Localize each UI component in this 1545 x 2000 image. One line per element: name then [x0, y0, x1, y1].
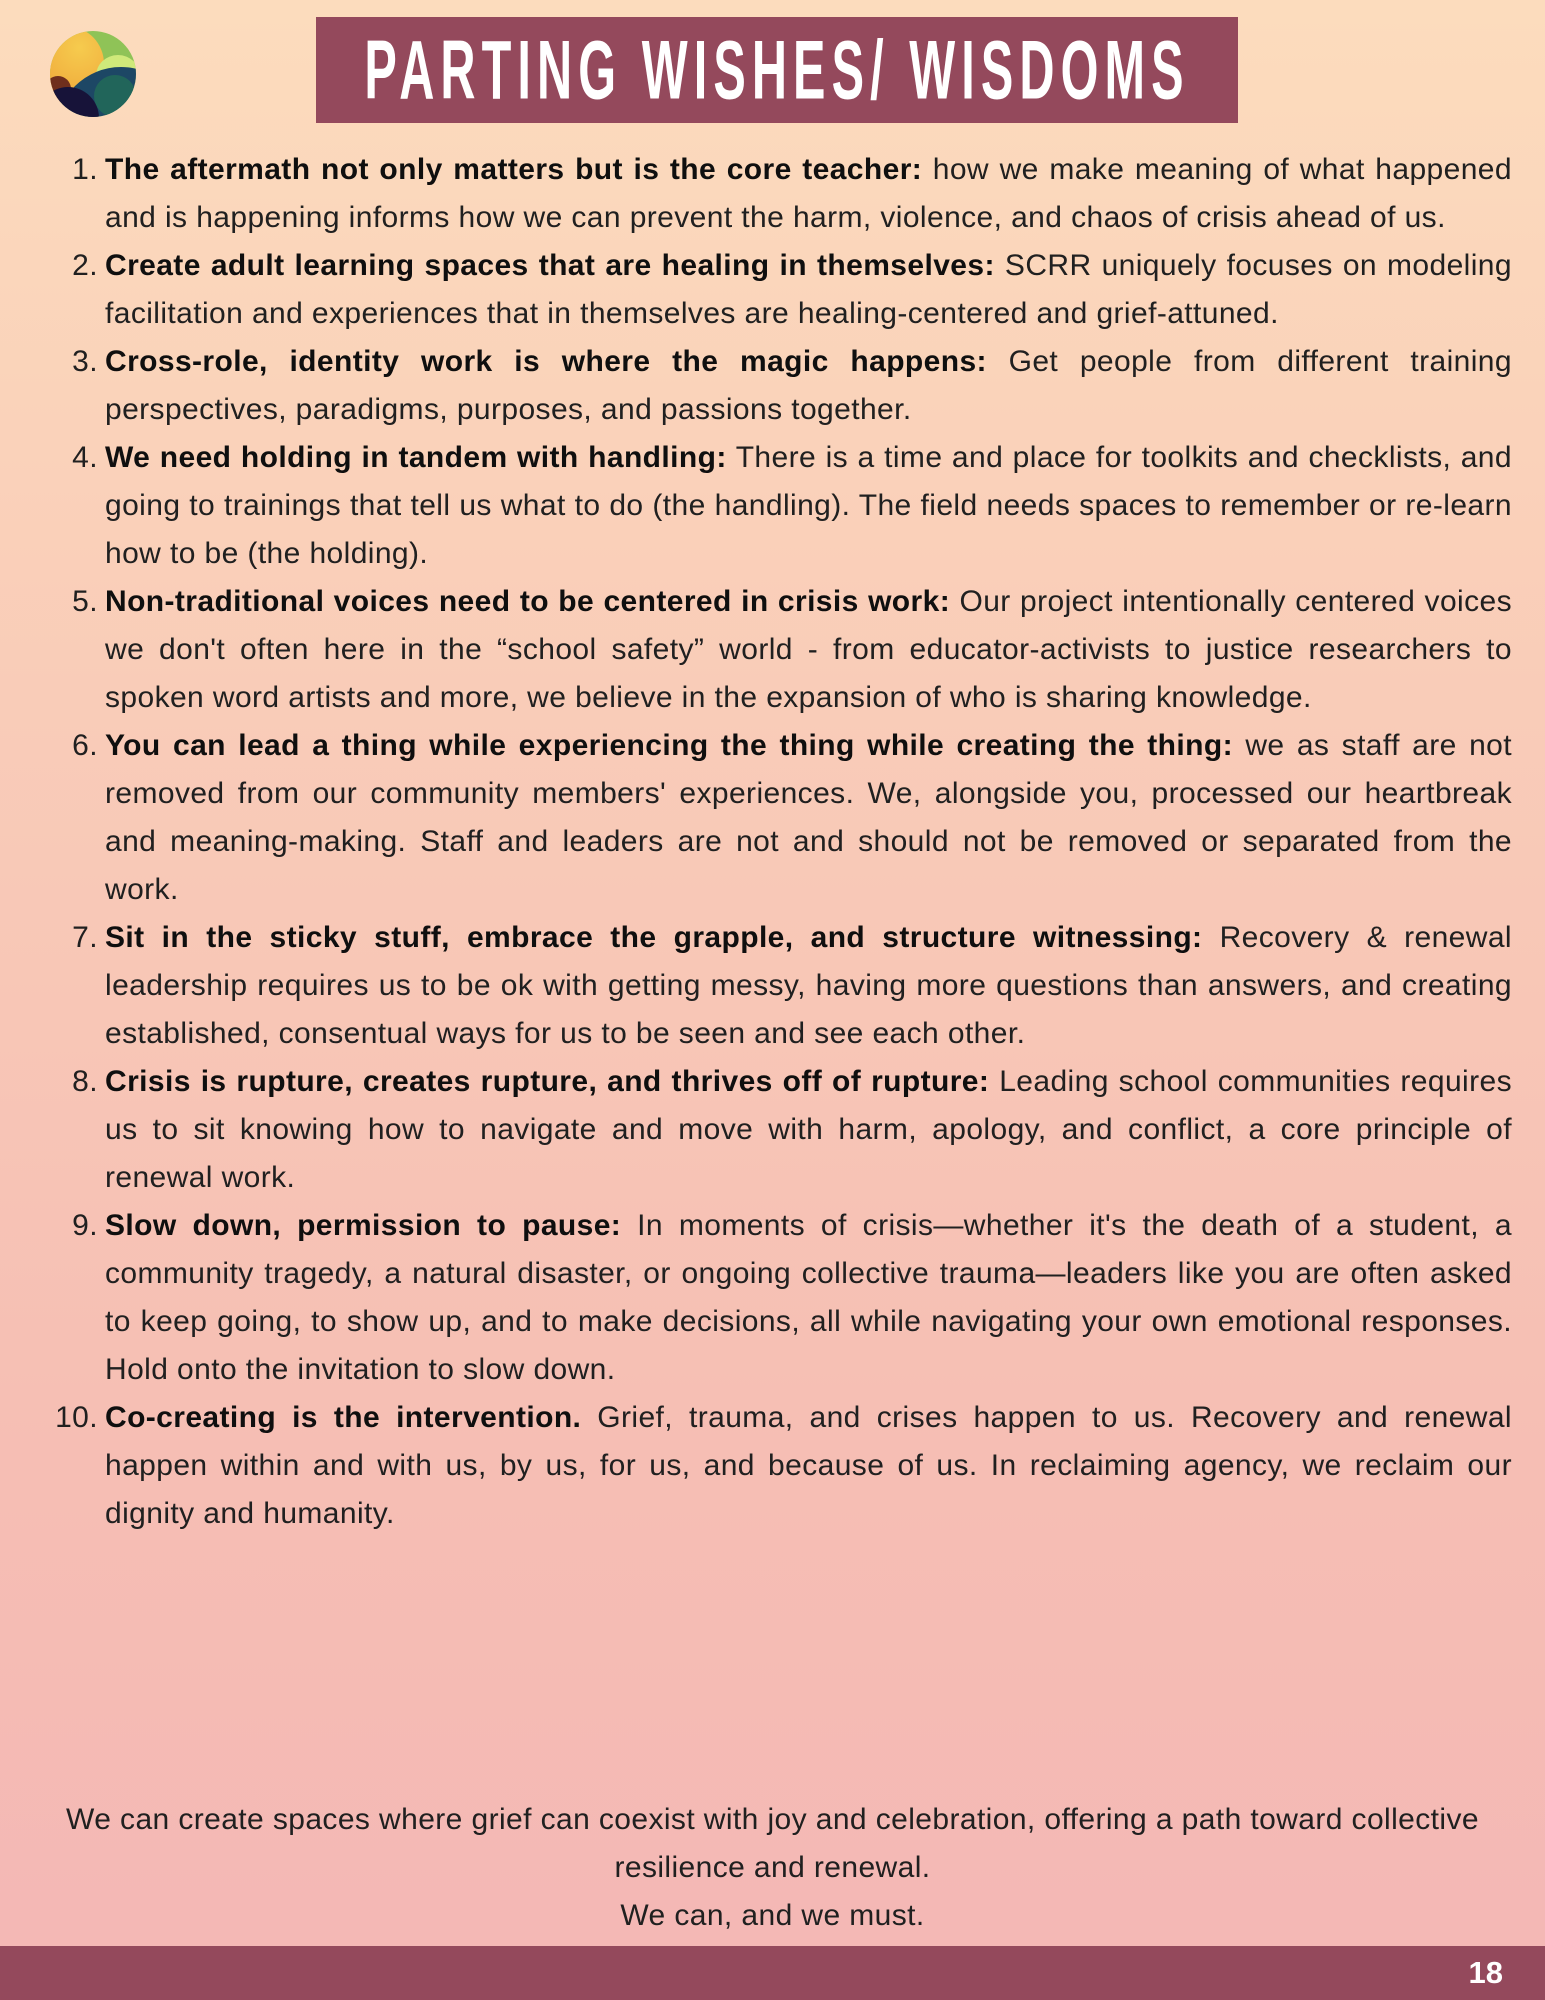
title-banner [316, 17, 1238, 123]
page-number: 18 [1468, 1955, 1503, 1990]
item-body-text: Recovery & renewal leadership requires us to be ok with getting messy, having more questions than answers, and creating established, consentual ways for us to be seen and see each other. [105, 921, 1512, 1050]
item-lead-text: Crisis is rupture, creates rupture, and thrives off of rupture: [105, 1065, 990, 1098]
item-lead-text: Sit in the sticky stuff, embrace the grapple, and structure witnessing: [105, 921, 1203, 954]
item-lead-text: Cross-role, identity work is where the magic happens: [105, 345, 987, 378]
list-item [40, 1202, 1512, 1394]
list-item [40, 722, 1512, 914]
item-body-text: In moments of crisis—whether it's the death of a student, a community tragedy, a natural disaster, or ongoing collective trauma—leaders like you are often asked to keep going, to show up, and to make decisions, all while navigating your own emotional responses. Hold onto the invitation to slow down. [105, 1209, 1512, 1386]
item-lead-text: The aftermath not only matters but is the core teacher: [105, 153, 923, 186]
item-number: 2. [72, 249, 98, 282]
item-body-text: we as staff are not removed from our community members' experiences. We, alongside you, processed our heartbreak and meaning-making. Staff and leaders are not and should not be removed or separated from the work. [105, 729, 1512, 906]
list-item [40, 434, 1512, 578]
logo-teal-shape [94, 75, 136, 117]
item-lead-text: You can lead a thing while experiencing the thing while creating the thing: [105, 729, 1233, 762]
list-item [40, 1058, 1512, 1202]
item-lead-text: We need holding in tandem with handling: [105, 441, 727, 474]
list-item [40, 338, 1512, 434]
item-lead-text: Slow down, permission to pause: [105, 1209, 622, 1242]
list-item [40, 578, 1512, 722]
item-body-text: There is a time and place for toolkits and checklists, and going to trainings that tell us what to do (the handling). The field needs spaces to remember or re-learn how to be (the holding). [105, 441, 1512, 570]
closing-tagline: We can, and we must. [620, 1899, 925, 1932]
item-lead-text: Co-creating is the intervention. [105, 1401, 582, 1434]
item-number: 8. [72, 1065, 98, 1098]
item-number: 5. [72, 585, 98, 618]
item-number: 9. [72, 1209, 98, 1242]
item-number: 4. [72, 441, 98, 474]
list-item [40, 146, 1512, 242]
closing-paragraph: We can create spaces where grief can coexist with joy and celebration, offering a path toward collective resilience and renewal. [66, 1803, 1479, 1884]
item-body-text: Leading school communities requires us to sit knowing how to navigate and move with harm, apology, and conflict, a core principle of renewal work. [105, 1065, 1512, 1194]
item-number: 10. [55, 1401, 98, 1434]
item-number: 6. [72, 729, 98, 762]
page-title: PARTING WISHES/ WISDOMS [364, 23, 1190, 117]
closing-section [60, 1796, 1485, 1940]
item-lead-text: Create adult learning spaces that are healing in themselves: [105, 249, 995, 282]
item-number: 7. [72, 921, 98, 954]
item-number: 1. [72, 153, 98, 186]
item-number: 3. [72, 345, 98, 378]
item-body-text: Get people from different training perspectives, paradigms, purposes, and passions together. [105, 345, 1512, 426]
item-lead-text: Non-traditional voices need to be centered in crisis work: [105, 585, 951, 618]
item-body-text: Our project intentionally centered voices we don't often here in the “school safety” world - from educator-activists to justice researchers to spoken word artists and more, we believe in the expansion of who is sharing knowledge. [105, 585, 1512, 714]
list-item [40, 1394, 1512, 1538]
wisdom-list [40, 146, 1512, 1538]
item-body-text: SCRR uniquely focuses on modeling facilitation and experiences that in themselves are healing-centered and grief-attuned. [105, 249, 1512, 330]
item-body-text: Grief, trauma, and crises happen to us. Recovery and renewal happen within and with us, by us, for us, and because of us. In reclaiming agency, we reclaim our dignity and humanity. [105, 1401, 1512, 1530]
list-item [40, 914, 1512, 1058]
item-body-text: how we make meaning of what happened and is happening informs how we can prevent the harm, violence, and chaos of crisis ahead of us. [105, 153, 1512, 234]
list-item [40, 242, 1512, 338]
page-footer [0, 1946, 1545, 2000]
organization-logo-icon [50, 31, 136, 117]
